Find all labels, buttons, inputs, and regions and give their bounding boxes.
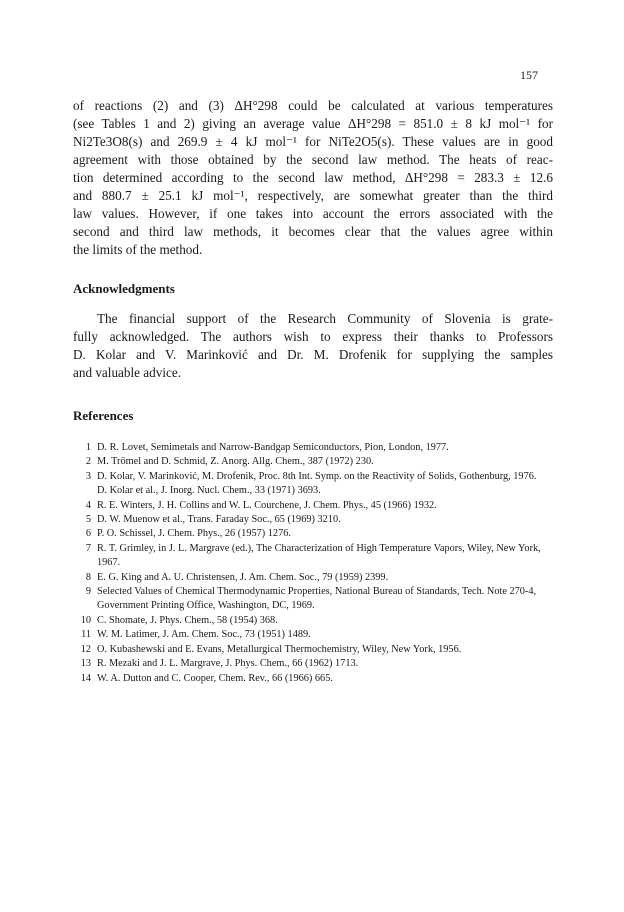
reference-text: C. Shomate, J. Phys. Chem., 58 (1954) 368. — [97, 614, 278, 626]
page-number: 157 — [520, 68, 538, 82]
reference-number: 5 — [85, 514, 91, 526]
reference-number: 6 — [85, 528, 91, 540]
reference-number: 10 — [80, 614, 91, 626]
reference-item — [73, 614, 555, 628]
reference-text: M. Trömel and D. Schmid, Z. Anorg. Allg. Chem., 387 (1972) 230. — [97, 456, 374, 468]
reference-item — [73, 571, 555, 585]
reference-item — [73, 628, 555, 642]
reference-item — [73, 484, 555, 498]
references-heading: References — [73, 408, 134, 423]
text-line: Ni2Te3O8(s) and 269.9 ± 4 kJ mol⁻¹ for NiTe2O5(s). These values are in good — [73, 134, 553, 149]
acknowledgments-heading: Acknowledgments — [73, 281, 175, 296]
reference-text: E. G. King and A. U. Christensen, J. Am. Chem. Soc., 79 (1959) 2399. — [97, 571, 389, 583]
reference-list — [73, 441, 555, 686]
reference-item — [73, 672, 555, 686]
text-line: law values. However, if one takes into account the errors associated with the — [73, 206, 553, 221]
reference-text: Selected Values of Chemical Thermodynamic Properties, National Bureau of Standards, Tech. Note 270-4, Government Printing Office, Washington, DC, 1969. — [97, 586, 537, 612]
reference-number: 1 — [85, 442, 91, 453]
reference-item — [73, 455, 555, 469]
text-line: tion determined according to the second law method, ΔH°298 = 283.3 ± 12.6 — [73, 170, 553, 185]
reference-text: R. Mezaki and J. L. Margrave, J. Phys. Chem., 66 (1962) 1713. — [97, 658, 359, 670]
text-line: (see Tables 1 and 2) giving an average value ΔH°298 = 851.0 ± 8 kJ mol⁻¹ for — [73, 116, 553, 131]
reference-item — [73, 499, 555, 513]
reference-number: 2 — [85, 456, 91, 468]
reference-text: R. T. Grimley, in J. L. Margrave (ed.), The Characterization of High Temperature Vapors, Wiley, New York, 1967. — [97, 542, 541, 569]
reference-number: 7 — [85, 542, 91, 554]
intro-paragraph — [73, 97, 553, 259]
reference-number: 14 — [80, 672, 91, 684]
text-line: fully acknowledged. The authors wish to express their thanks to Professors — [73, 329, 553, 344]
text-line: agreement with those obtained by the second law method. The heats of reac- — [73, 152, 553, 167]
reference-text: D. W. Muenow et al., Trans. Faraday Soc., 65 (1969) 3210. — [97, 514, 341, 526]
reference-text: D. Kolar et al., J. Inorg. Nucl. Chem., 33 (1971) 3693. — [97, 485, 321, 497]
text-line: of reactions (2) and (3) ΔH°298 could be calculated at various temperatures — [73, 98, 553, 113]
reference-item — [73, 542, 555, 571]
reference-number: 11 — [81, 629, 91, 641]
reference-number: 3 — [85, 470, 91, 482]
text-line: D. Kolar and V. Marinković and Dr. M. Drofenik for supplying the samples — [73, 347, 553, 362]
reference-item — [73, 527, 555, 541]
reference-text: W. A. Dutton and C. Cooper, Chem. Rev., 66 (1966) 665. — [97, 672, 333, 684]
reference-number: 12 — [80, 643, 91, 655]
text-line: and 880.7 ± 25.1 kJ mol⁻¹, respectively, are somewhat greater than the third — [73, 188, 553, 203]
reference-number: 9 — [85, 586, 91, 598]
reference-number: 4 — [85, 499, 91, 511]
reference-text: R. E. Winters, J. H. Collins and W. L. Courchene, J. Chem. Phys., 45 (1966) 1932. — [97, 499, 437, 511]
reference-item — [73, 441, 555, 455]
reference-number: 13 — [80, 658, 91, 670]
reference-text: D. Kolar, V. Marinković, M. Drofenik, Proc. 8th Int. Symp. on the Reactivity of Solids, Gothenburg, 1976. — [97, 470, 537, 482]
reference-text: W. M. Latimer, J. Am. Chem. Soc., 73 (1951) 1489. — [97, 629, 311, 641]
reference-item — [73, 585, 555, 614]
reference-item — [73, 643, 555, 657]
text-line: second and third law methods, it becomes clear that the values agree within — [73, 224, 553, 239]
text-line: The financial support of the Research Community of Slovenia is grate- — [97, 311, 553, 326]
text-line: and valuable advice. — [73, 365, 182, 380]
reference-text: P. O. Schissel, J. Chem. Phys., 26 (1957) 1276. — [97, 528, 291, 540]
reference-text: D. R. Lovet, Semimetals and Narrow-Bandgap Semiconductors, Pion, London, 1977. — [97, 442, 449, 453]
reference-item — [73, 470, 555, 484]
acknowledgments-paragraph — [73, 310, 553, 382]
text-line: the limits of the method. — [73, 242, 203, 257]
reference-item — [73, 657, 555, 671]
reference-text: O. Kubashewski and E. Evans, Metallurgical Thermochemistry, Wiley, New York, 1956. — [97, 643, 462, 655]
reference-number: 8 — [85, 571, 91, 583]
reference-item — [73, 513, 555, 527]
